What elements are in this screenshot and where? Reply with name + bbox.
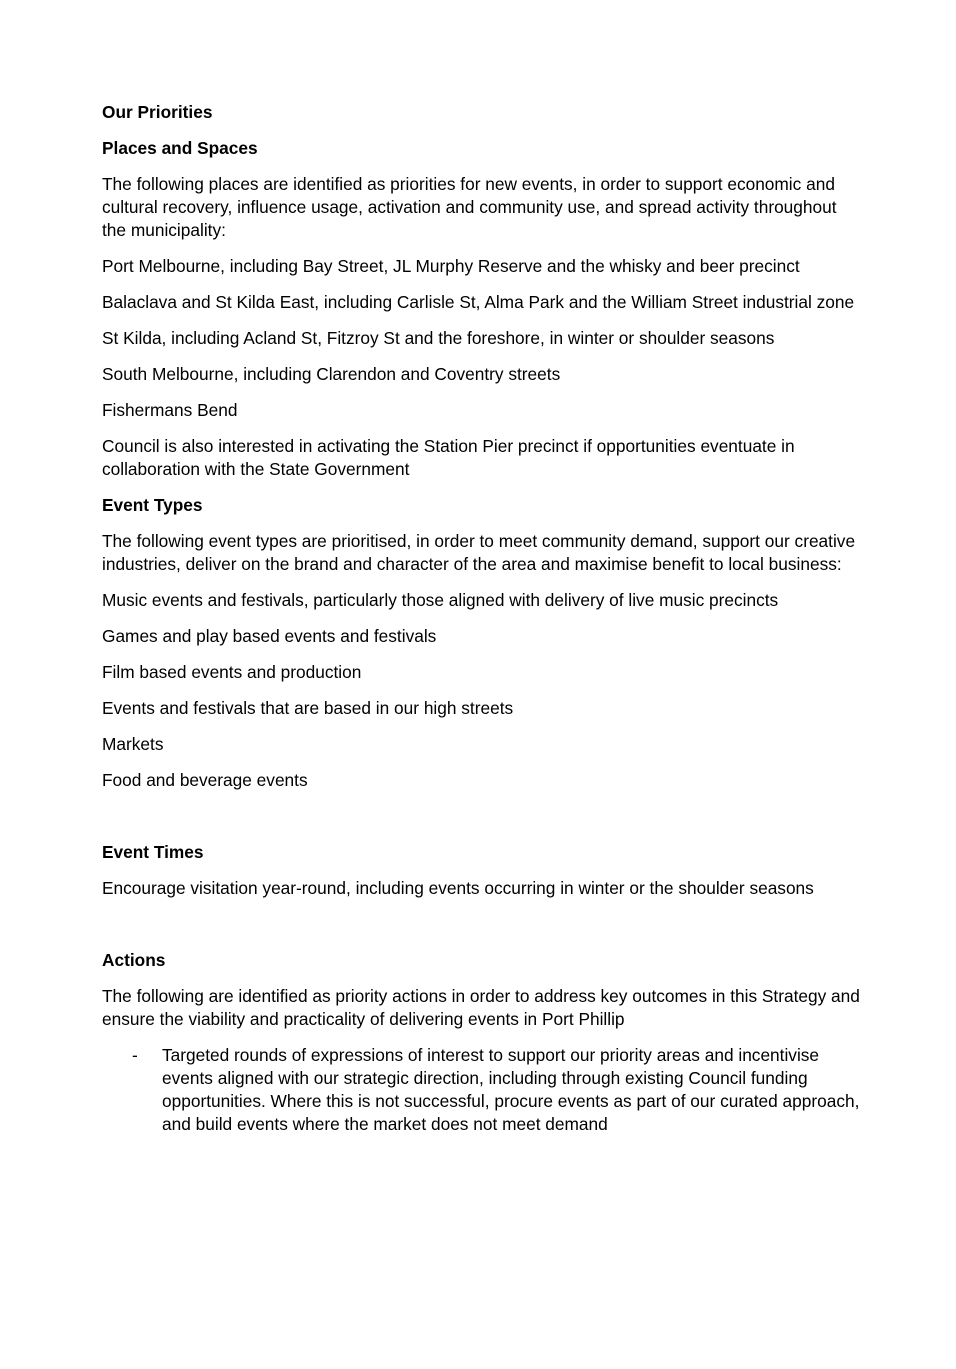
place-item: South Melbourne, including Clarendon and Coventry streets	[102, 364, 561, 384]
event-type-item: Events and festivals that are based in our high streets	[102, 698, 514, 718]
place-item: Port Melbourne, including Bay Street, JL Murphy Reserve and the whisky and beer precinct	[102, 256, 800, 276]
heading-actions: Actions	[102, 950, 166, 970]
action-bullet-text: Targeted rounds of expressions of interest to support our priority areas and incentivise events aligned with our strategic direction, including through existing Council funding opportunities. Where this is not successful, procure events as part of our curated approach, and build events where the market does not meet demand	[162, 1045, 860, 1134]
document-page	[102, 101, 862, 1149]
event-times-text: Encourage visitation year-round, including events occurring in winter or the shoulder seasons	[102, 878, 814, 898]
actions-intro: The following are identified as priority actions in order to address key outcomes in this Strategy and ensure the viability and practicality of delivering events in Port Phillip	[102, 986, 860, 1029]
spacer	[102, 913, 862, 949]
event-type-item: Music events and festivals, particularly those aligned with delivery of live music precincts	[102, 590, 779, 610]
event-type-item: Markets	[102, 734, 164, 754]
event-types-intro: The following event types are prioritised, in order to meet community demand, support our creative industries, deliver on the brand and character of the area and maximise benefit to local business:	[102, 531, 856, 574]
spacer	[102, 805, 862, 841]
place-item: St Kilda, including Acland St, Fitzroy St and the foreshore, in winter or shoulder seasons	[102, 328, 775, 348]
places-intro: The following places are identified as priorities for new events, in order to support economic and cultural recovery, influence usage, activation and community use, and spread activity throughout the municipality:	[102, 174, 837, 240]
event-type-item: Film based events and production	[102, 662, 362, 682]
heading-places-and-spaces: Places and Spaces	[102, 138, 258, 158]
event-type-item: Food and beverage events	[102, 770, 308, 790]
heading-event-types: Event Types	[102, 495, 203, 515]
action-bullet-item	[102, 1044, 862, 1136]
event-type-item: Games and play based events and festivals	[102, 626, 437, 646]
place-item: Council is also interested in activating the Station Pier precinct if opportunities eventuate in collaboration with the State Government	[102, 436, 795, 479]
bullet-dash: -	[132, 1045, 138, 1065]
heading-event-times: Event Times	[102, 842, 204, 862]
place-item: Balaclava and St Kilda East, including Carlisle St, Alma Park and the William Street industrial zone	[102, 292, 855, 312]
place-item: Fishermans Bend	[102, 400, 238, 420]
heading-our-priorities: Our Priorities	[102, 102, 213, 122]
